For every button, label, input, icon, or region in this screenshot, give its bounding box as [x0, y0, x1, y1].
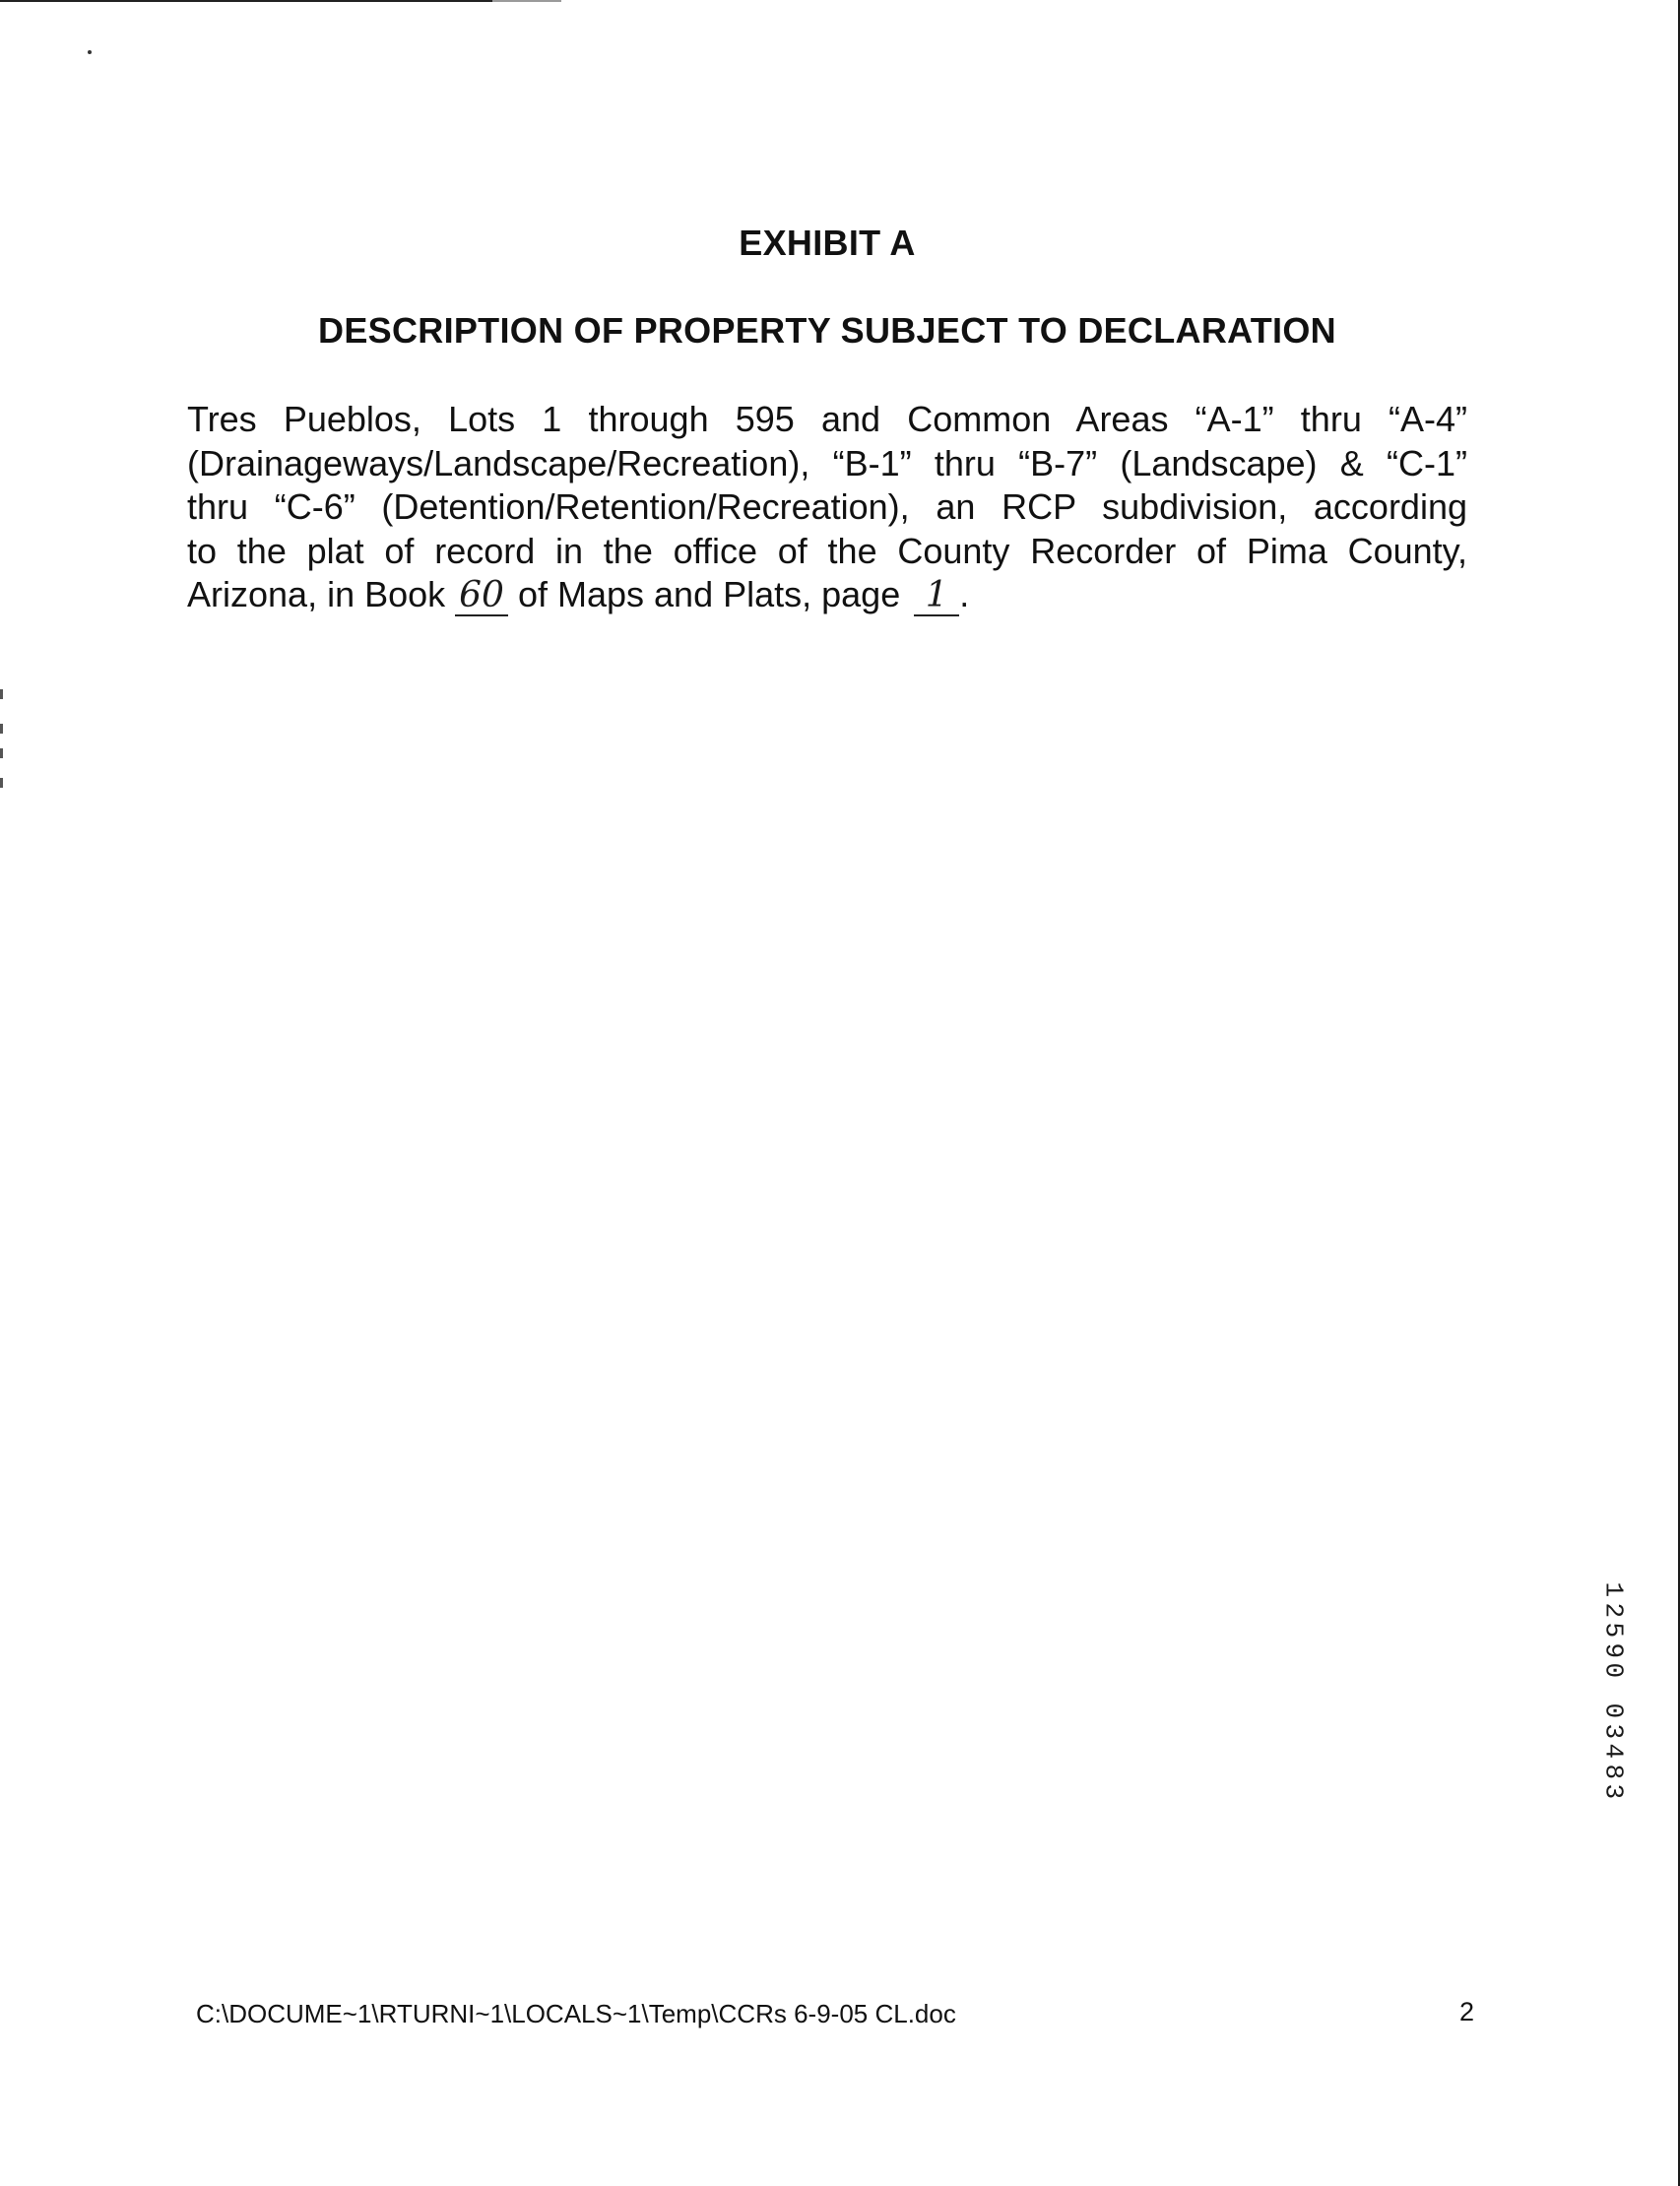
description-line: thru “C-6” (Detention/Retention/Recreation), an RCP subdivision, according — [187, 486, 1467, 527]
last-line-start: Arizona, in Book — [187, 574, 456, 614]
exhibit-title: EXHIBIT A — [739, 223, 916, 263]
recording-number-digit: 4 — [1598, 1743, 1629, 1760]
recording-number-digit — [1603, 1681, 1624, 1701]
recording-number-digit: 0 — [1598, 1703, 1629, 1719]
scan-edge-mark — [0, 689, 3, 699]
recording-number-digit: 8 — [1598, 1763, 1629, 1779]
description-last-line — [187, 573, 1467, 617]
footer-file-path: C:\DOCUME~1\RTURNI~1\LOCALS~1\Temp\CCRs 6-9-05 CL.doc — [196, 1999, 956, 2028]
scan-edge-line-faint — [492, 0, 561, 2]
handwritten-book-number: 60 — [455, 577, 508, 616]
description-heading: DESCRIPTION OF PROPERTY SUBJECT TO DECLARATION — [318, 310, 1336, 351]
recording-number — [1598, 1579, 1643, 1802]
recording-number-digit: 2 — [1598, 1601, 1629, 1618]
scan-speck — [88, 50, 92, 54]
description-line: Tres Pueblos, Lots 1 through 595 and Common Areas “A-1” thru “A-4” — [187, 399, 1467, 439]
recording-number-digit: 0 — [1598, 1662, 1629, 1679]
handwritten-page-number: 1 — [914, 577, 959, 616]
description-line: (Drainageways/Landscape/Recreation), “B-1” thru “B-7” (Landscape) & “C-1” — [187, 442, 1467, 483]
recording-number-digit: 5 — [1598, 1622, 1629, 1639]
scan-edge-mark — [0, 748, 3, 758]
recording-number-digit: 9 — [1598, 1641, 1629, 1658]
last-line-middle: of Maps and Plats, page — [507, 574, 911, 614]
description-line: to the plat of record in the office of the County Recorder of Pima County, — [187, 530, 1467, 571]
scan-edge-mark — [0, 778, 3, 788]
recording-number-digit: 1 — [1598, 1581, 1629, 1598]
property-description — [187, 398, 1467, 617]
recording-number-digit: 3 — [1598, 1783, 1629, 1800]
scan-edge-line — [0, 0, 492, 2]
last-line-end: . — [959, 574, 970, 614]
page-number: 2 — [1459, 1997, 1475, 2026]
recording-number-digit: 3 — [1598, 1722, 1629, 1739]
scan-edge-mark — [0, 724, 3, 734]
